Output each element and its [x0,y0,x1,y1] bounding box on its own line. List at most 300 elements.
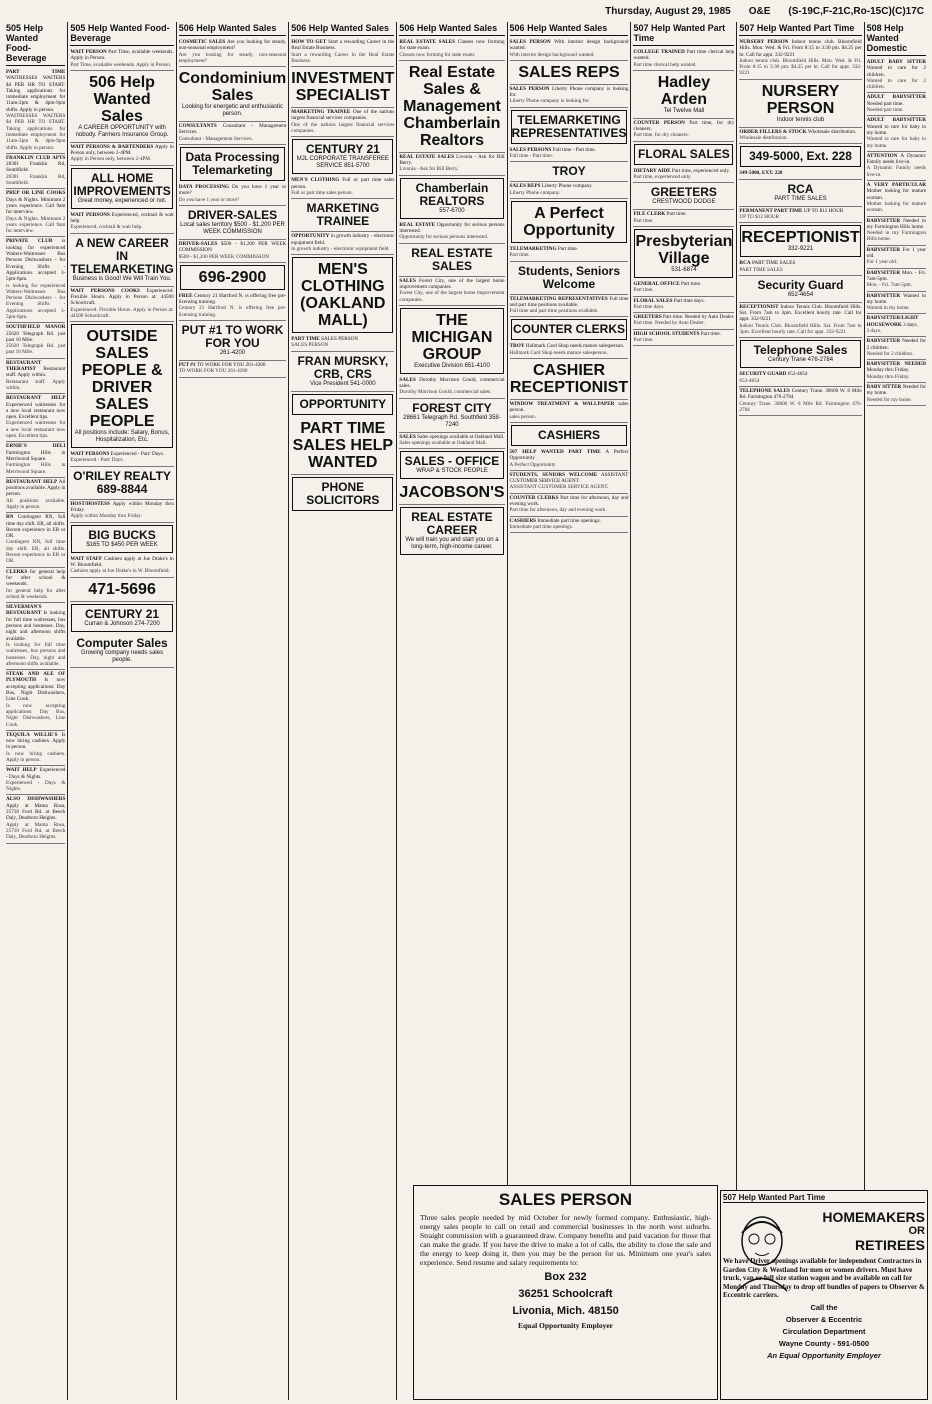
display-ad-title: ALL HOME IMPROVEMENTS [73,170,171,198]
classified-ad [867,383,926,406]
ad-body: Liberty Phone company is looking for. [509,85,629,99]
classified-ad [179,122,287,145]
display-ad [179,321,287,361]
classified-ad [6,359,65,394]
ad-heading: RESTAURANT HELP [6,395,66,402]
ad-body: Are you looking for steady, non-seasonal employment? [178,39,287,52]
ad-heading: BABYSITTER/LIGHT HOUSEWORK [866,315,919,328]
ad-heading: FREE [178,292,193,299]
classified-ad [510,471,629,494]
sales-box-body: Three sales people needed by mid October for newly formed company. Enthusiastic, high-energy sales people to call on retail and commercial businesses in the north west suburbs. Straight commission with a guaranteed draw. Company benefits and paid vacation for those that can make the grade. If you have the drive to make a lot of calls, the ability to close the sale and the energy to keep doing it, then you may be the person for us. Minimum one year's sales experience. Send resume and salary requirements to: [420,1213,711,1267]
ad-body: All positions available. Apply in person. [6,478,66,498]
classified-ad [633,167,734,184]
ad-heading: WAIT PERSONS [70,451,110,458]
display-ad-subtitle: Vice President 541-0000 [310,380,376,387]
display-ad-title: JACOBSON'S [399,484,505,502]
ad-body: 3 days. [903,321,918,328]
homemakers-call-1: Call the [810,1302,838,1312]
ad-body: Experienced waitresses for a new local restaurant now open. Excellent tips. [6,401,66,421]
ad-heading: WAIT PERSONS & BARTENDERS [70,143,154,150]
display-ad-subtitle: Curran & Johnson 274-7200 [84,620,160,627]
classified-ad [70,555,173,578]
ad-heading: BABYSITTER NEEDED [866,361,927,368]
ad-heading: DRIVER-SALES [178,240,218,247]
ad-heading: SILVERMAN'S RESTAURANT [6,604,42,617]
homemakers-tag: 507 Help Wanted Part Time [723,1193,925,1203]
homemakers-call-4: Wayne County - 591-0500 [778,1338,870,1348]
ad-filler-text: Forest City, one of the largest home improvement companies. [399,290,505,303]
ad-heading: SALES [399,376,416,383]
ad-filler-text: A Perfect Opportunity [509,461,556,468]
ad-filler-text: Indoor Tennis Club. Bloomfield Hills. Sat. From 7am to 3pm. Excellent hourly rate. Call for appt. 332-9221 [739,322,862,336]
section-heading: 508 Help Wanted Domestic [867,22,926,56]
display-ad [510,262,629,295]
ad-heading: COUNTER CLERKS [509,494,559,501]
ad-filler-text: Do you have 1 year or more? [178,196,240,203]
classified-ad [867,314,926,337]
classified-ad [739,128,861,145]
classified-ad [867,360,926,383]
ad-filler-text: Monday thru Friday. [866,373,910,380]
ad-body: sales person. [509,401,629,414]
page-header [8,6,924,20]
display-ad [71,525,172,553]
classified-ad [867,58,926,93]
ad-filler-text: for general help for after school & weekends. [6,587,66,600]
display-ad-subtitle: MJL CORPORATE TRANSFEREE SERVICE 851-5700 [296,156,389,170]
display-ad-title: NURSERY PERSON [761,82,840,117]
ad-body: 28301 Franklin Rd, Southfield. [6,161,66,174]
ad-body: Liberty Phone company. [541,183,593,190]
classified-ad [867,292,926,315]
ad-filler-text: Apply at Mama Rosa, 25710 Ford Rd. at Beech Daly, Dearborn Heights. [6,821,66,841]
classified-ad [739,387,861,416]
section-heading: 507 Help Wanted Part Time [633,22,734,46]
ad-filler-text: Part time days. [633,303,665,310]
display-ad [740,146,860,167]
classified-ad [291,108,394,137]
display-ad-subtitle: 261-4200 [219,350,246,357]
classified-ad [867,337,926,360]
ad-body: in growth industry - electronic equipment field. [291,233,395,246]
classified-ad [867,93,926,116]
display-ad [739,276,861,303]
display-ad [71,604,172,632]
ad-filler-text: Classes now forming for state exam. [399,51,476,58]
classified-ad [6,237,65,323]
ad-heading: TELEMARKETING [509,245,557,252]
retirees-title: RETIREES [854,1237,925,1253]
display-ad-subtitle: We will train you and start you on a long-term, high-income career. [405,537,499,551]
sales-box-address-1: Box 232 [544,1271,587,1283]
homemakers-or: OR [908,1225,925,1237]
ad-filler-text: Days & Nights. Minimum 2 years experience. Call 9am for interview. [6,215,66,235]
ad-heading: OPPORTUNITY [291,233,330,240]
ad-body: A Perfect Opportunity [509,448,629,462]
ad-heading: SALES [399,433,416,440]
display-ad-title: Students, Seniors Welcome [517,263,621,291]
ad-heading: ERNIE'S DELI [6,443,66,450]
ad-heading: 507 HELP WANTED PART TIME [509,448,601,455]
display-ad-title: OUTSIDE SALES PEOPLE & DRIVER SALES PEOPLE [81,328,163,431]
ad-heading: COLLEGE TRAINED [633,49,685,55]
ad-body: Forest City, one of the largest home improvement companies. [399,277,505,290]
display-ad-title: MARKETING TRAINEE [306,201,380,229]
ad-body: Cashiers apply at Joe Drake's in W. Bloomfield. [70,555,174,568]
classified-ad [510,245,629,262]
display-ad-title: TROY [552,164,586,179]
display-ad [291,352,394,392]
header-section: O&E [748,6,771,17]
ad-body: for general help for after school & weekends. [6,568,66,588]
section-heading: 506 Help Wanted Sales [510,22,629,36]
classified-ad [179,240,287,263]
ad-heading: CLERKS [6,568,28,575]
homemakers-body: We have Driver openings available for independent Contractors in Garden City & Westland for men or women drivers. Must have truck, van or full size station wagon and be available on call for Monday and Thursday to drop off bundles of papers to Observer & Eccentric carriers. [723,1257,925,1299]
display-ad-subtitle: Century Trane 476-2784 [767,357,834,364]
classified-ad [510,400,629,423]
ad-heading: RESTAURANT THERAPIST [6,359,42,373]
ad-body: Full time and part time positions available. [509,295,629,308]
display-ad-title: SALES REPS [518,63,620,81]
display-ad-title: FLORAL SALES [638,146,730,161]
ad-heading: PREP OR LINE COOKS [6,190,66,197]
ad-filler-text: Full or part time sales person. [291,189,353,196]
ad-heading: 349-5000, EXT. 228 [739,170,783,177]
classified-ad [739,259,861,276]
ad-body: Part time. [557,245,578,252]
ad-filler-text: Experienced - Part/ Days. [70,457,124,464]
ad-heading: REAL ESTATE [399,221,436,228]
ad-filler-text: Needed in my Farmington Hills home. [866,230,927,243]
homemakers-footer: An Equal Opportunity Employer [767,1350,881,1360]
ad-heading: REAL ESTATE SALES [399,39,456,45]
display-ad [511,319,628,340]
ad-filler-text: Part time for afternoon, day and evening work. [509,507,607,514]
ad-filler-text: Needed part time. [866,107,904,114]
ad-body: Experienced. Flexible Hours. Apply in Person at: 44500 Schoolcraft. [70,287,174,307]
ad-filler-text: Sales openings available at Oakland Mall. [399,440,487,447]
ad-body: 25620 Telegraph Rd. just past 10 Mile. [6,330,66,343]
section-heading: 506 Help Wanted Sales [179,22,287,36]
display-ad-title: SALES - OFFICE [404,454,500,469]
ad-body: Apply at Mama Rosa, 25710 Ford Rd. at Beech Daly, Dearborn Heights. [6,802,66,822]
display-ad [180,147,286,181]
ad-filler-text: Opportunity for serious persons interested. [399,234,488,241]
ad-body: Immediate part time openings. [537,517,601,524]
display-ad-title: REAL ESTATE CAREER [411,510,493,538]
classified-ad [70,143,173,166]
classified-ad [739,38,861,80]
ad-body: Part time for afternoon, day and evening work. [509,494,629,508]
ad-body: Part time, experienced only. [671,167,730,174]
ad-body: Part time. Needed by Auto Dealer. [663,314,735,321]
display-ad-subtitle: 332-9221 [787,246,814,253]
ad-filler-text: Part time. [509,252,530,259]
display-ad-title: Data Processing Telemarketing [185,150,280,178]
display-ad-title: 506 Help Wanted Sales [89,73,155,125]
classified-ad [6,603,65,670]
ad-body: Is looking for full time waitresses, bus persons and hostesses. Day, night and afternoon shifts available. [6,610,66,642]
classified-ad [739,370,861,387]
ad-body: Is now hiring cashiers. Apply in person. [6,731,66,751]
ad-heading: STUDENTS, SENIORS WELCOME [509,471,598,478]
ad-heading: BABYSITTER [866,292,901,299]
classified-ad [6,731,65,766]
display-ad-title: Chamberlain REALTORS [415,180,489,208]
ad-filler-text: Wanted in my home. [866,305,910,312]
ad-heading: PUT #1 [178,362,196,369]
ad-body: Hallmark Card Shop needs mature salesperson. [525,343,625,350]
ad-body: Indoor tennis club. Bloomfield Hills. Mon. Wed. & Fri. From 8:15 to 3:30 pm. $4.25 per hr. Call for appt. 332-9221 [739,39,862,58]
ad-heading: DIETARY AIDE [633,167,671,174]
display-ad-title: INVESTMENT SPECIALIST [291,70,395,105]
ad-filler-text: Immediate part time openings. [509,523,573,530]
classified-ad [6,568,65,603]
ad-heading: SALES REPS [509,183,541,190]
ad-body: Consultant - Management Services. [178,123,287,136]
display-ad [70,467,173,500]
homemakers-call-2: Observer & Eccentric [785,1314,863,1324]
ad-filler-text: Part time. [633,337,654,344]
display-ad [71,168,172,209]
ad-body: Mother looking for mature woman. [866,188,927,201]
display-ad [400,178,503,219]
homemakers-call-3: Circulation Department [782,1326,866,1336]
ad-body: Century Trane. 30600 W. 8 Mile Rd. Farmington 476-2784 [739,387,862,401]
ad-filler-text: WAITRESSES WAITERS $4 PER HR TO START. Taking applications for immediate employment for 11am-2pm & 4pm-9pm shifts. Apply in person. [6,113,66,151]
classified-ad [70,211,173,234]
display-ad-title: 696-2900 [198,268,267,286]
ad-heading: STEAK AND ALE OF PLYMOUTH [6,671,66,684]
ad-heading: SALES [399,277,416,284]
ad-filler-text: Dorothy Morrison Gould, commercial sales. [399,389,492,396]
classified-ad [6,394,65,442]
ad-heading: WAIT PERSONS [70,211,110,218]
classified-ad [739,303,861,338]
display-ad-subtitle: Looking for energetic and enthusiastic person. [181,104,284,118]
classified-ad [633,313,734,330]
classified-ad [6,323,65,358]
ad-filler-text: Apply within Monday thru Friday. [70,513,142,520]
ad-heading: A VERY PARTICULAR [866,182,927,189]
ad-heading: DATA PROCESSING [178,184,230,191]
display-ad [634,229,733,278]
ad-heading: SALES PERSON [509,85,550,92]
ad-filler-text: For 1 year old. [866,259,898,266]
display-ad [740,225,860,257]
display-ad [739,180,861,207]
ad-filler-text: 652-4654 [739,377,760,384]
display-ad-title: Real Estate Sales & Management Chamberlain Realtors [403,63,501,149]
classified-ad [70,287,173,322]
classified-ad [510,517,629,534]
ad-heading: MEN'S CLOTHING [291,177,340,184]
ad-heading: BABYSITTER [866,217,901,224]
ad-heading: TELEMARKETING REPRESENTATIVES [509,295,608,302]
classified-ad [510,38,629,61]
display-ad-title: COUNTER CLERKS [512,322,625,337]
display-ad-title: GREETERS [650,185,717,200]
display-ad [180,265,286,290]
ad-column [67,22,175,1400]
ad-filler-text: Is now accepting applications: Day Bus, Night Dishwashers, Line Cook. [6,702,66,728]
display-ad [292,394,393,415]
classified-ad [510,85,629,108]
ad-body: Wholesale distribution. [807,128,857,135]
ad-heading: PERMANENT PART TIME [739,207,803,214]
display-ad-title: 349-5000, Ext. 228 [749,149,852,164]
display-ad [511,110,628,144]
ad-filler-text: Wanted to care for baby in my home. [866,136,927,149]
ad-heading: BABYSITTER [866,338,901,345]
sales-box-footer: Equal Opportunity Employer [517,1321,614,1330]
ad-body: Contingent RN, full time day shift. ER, all shifts. Recent experience in ER or OR. [6,514,66,540]
ad-heading: MARKETING TRAINEE [291,109,351,116]
ad-body: Part time days. [673,297,705,304]
display-ad [70,578,173,602]
ad-filler-text: 28301 Franklin Rd, Southfield. [6,173,66,187]
display-ad [399,399,504,433]
ad-body: Experienced - Part/ Days. [110,451,164,458]
display-ad [633,183,734,210]
ad-body: Full time - Part time. [552,146,596,153]
classified-ad [291,335,394,352]
display-ad-title: PHONE SOLICITORS [306,479,380,507]
display-ad [510,359,629,400]
ad-heading: CONSULTANTS [178,123,217,130]
display-ad-title: Security Guard [757,277,844,292]
ad-filler-text: SALES PERSON [291,342,329,349]
header-date: Thursday, August 29, 1985 [605,6,731,17]
ad-body: Livonia - Ask for Bill Berry. [399,153,505,167]
ad-filler-text: Consultant - Management Services. [178,135,253,142]
section-heading: 507 Help Wanted Part Time [739,22,861,36]
ad-filler-text: Full time - Part time. [509,153,553,160]
display-ad-title: CENTURY 21 [305,142,380,157]
sales-box-address-2: 36251 Schoolcraft [518,1288,613,1300]
display-ad-subtitle: 28661 Telegraph Rd. Southfield 358-7240 [403,414,501,428]
classified-ad [70,450,173,467]
display-ad-title: Hadley Arden [657,73,711,108]
display-ad [292,257,393,333]
display-ad-title: CASHIER RECEPTIONIST [509,362,629,397]
display-ad [70,71,173,143]
ad-body: Sales openings available at Oakland Mall. [417,433,505,440]
ad-filler-text: Experienced. Flexible Hours. Apply in Person at: 44500 Schoolcraft. [70,306,174,319]
classified-ad [6,68,65,154]
ad-filler-text: Apply in Person only, between 2-4PM. [70,156,152,163]
ad-filler-text: Livonia - Ask for Bill Berry. [399,166,459,173]
display-ad [399,481,504,505]
display-ad-subtitle: 557-6700 [439,207,465,214]
ad-filler-text: One of the nations largest financial services companies. [291,121,395,135]
display-ad [399,61,504,153]
ad-heading: TROY [509,343,525,350]
ad-body: Apply within Monday thru Friday. [70,500,174,514]
ad-heading: CASHIERS [509,517,537,524]
classified-ad [399,433,504,450]
display-ad-title: Computer Sales [76,635,168,650]
ad-filler-text: Full time and part time positions available. [509,308,599,315]
section-heading: 505 Help Wanted Food-Beverage [70,22,173,46]
header-page: (S-19C,F-21C,Ro-15C)(C)17C [788,6,924,17]
ad-filler-text: sales person. [509,413,537,420]
ad-body: Century 21 Hartford N. is offering free pre-licensing training. [178,292,287,306]
ad-filler-text: Wholesale distribution. [739,135,788,142]
ad-filler-text: All positions available. Apply in person. [6,497,66,510]
ad-heading: HOST/HOSTESS [70,500,110,507]
ad-body: Experienced - Days & Nights. [6,767,66,780]
classified-ad [70,500,173,523]
display-ad [292,477,393,511]
ad-body: Dorothy Morrison Gould, commercial sales. [399,376,505,390]
ad-filler-text: Part time, for dry cleaners. [633,132,689,139]
ad-filler-text: Needed for 2 children. [866,350,914,357]
classified-ad [291,38,394,67]
display-ad [400,308,503,374]
ad-body: Restaurant staff. Apply within. [6,366,66,379]
ad-heading: FRANKLIN CLUB APTS [6,154,66,161]
ad-body: Wanted to care for baby in my home. [866,123,927,136]
display-ad [71,324,172,448]
ad-filler-text: Part time clerical help wanted. [633,61,697,68]
ad-heading: RESTAURANT HELP [6,478,58,485]
ad-body: WAITRESSES WAITERS $4 PER HR TO START. Taking applications for immediate employment for 11am-2pm & 4pm-9pm shifts. Apply in person. [6,75,66,113]
classified-ad [179,292,287,321]
classified-ad [510,295,629,318]
sales-box-title: SALES PERSON [498,1190,633,1209]
display-ad-title: RECEPTIONIST [741,229,860,247]
ad-body: Monday thru Friday. [866,367,910,374]
ad-heading: HIGH SCHOOL STUDENTS [633,330,700,337]
ad-body: Part time, for dry cleaners. [633,119,735,133]
display-ad [399,244,504,277]
ad-filler-text: Part time. [633,217,654,224]
ad-heading: WAIT STAFF [70,555,103,562]
display-ad-title: PUT #1 TO WORK FOR YOU [181,323,284,351]
ad-filler-text: $500 - $1,200 PER WEEK COMMISSION [178,253,270,260]
ad-heading: TELEPHONE SALES [739,387,790,394]
sales-box-address-3: Livonia, Mich. 48150 [512,1305,619,1317]
display-ad-subtitle: A CAREER OPPORTUNITY with nobody. Farmers Insurance Group. [75,124,169,138]
ad-body: PART TIME SALES [751,260,796,267]
display-ad-title: REAL ESTATE SALES [411,245,493,273]
classified-ad [399,376,504,399]
ad-body: Opportunity for serious persons interested. [399,221,505,235]
display-ad-subtitle: CRESTWOOD DODGE [652,199,716,206]
display-ad-title: Presbyterian Village [635,232,733,267]
ad-filler-text: Century Trane. 30600 W. 8 Mile Rd. Farmington 476-2784 [739,400,862,413]
ad-heading: BABYSITTER [866,269,901,276]
classified-ad [6,766,65,795]
ad-body: Apply in Person only, between 2-4PM. [70,143,174,157]
ad-heading: ALSO DISHWASHERS [6,796,66,803]
homemakers-box [720,1190,928,1400]
display-ad-subtitle: WRAP & STOCK PEOPLE [416,468,488,475]
ad-body: Part time clerical help wanted. [633,49,735,62]
ad-body: Part time. [666,211,687,218]
ad-body: With interior design background wanted. [509,39,629,52]
classified-ad [510,494,629,517]
display-ad-subtitle: Growing company needs sales people. [81,649,164,663]
display-ad [634,144,733,165]
ad-body: $500 - $1,200 PER WEEK COMMISSION [178,240,287,254]
ad-filler-text: Restaurant staff. Apply within. [6,378,66,391]
ad-body: Needed for my home. [866,384,927,397]
display-ad [510,162,629,182]
display-ad-title: CENTURY 21 [85,606,160,621]
